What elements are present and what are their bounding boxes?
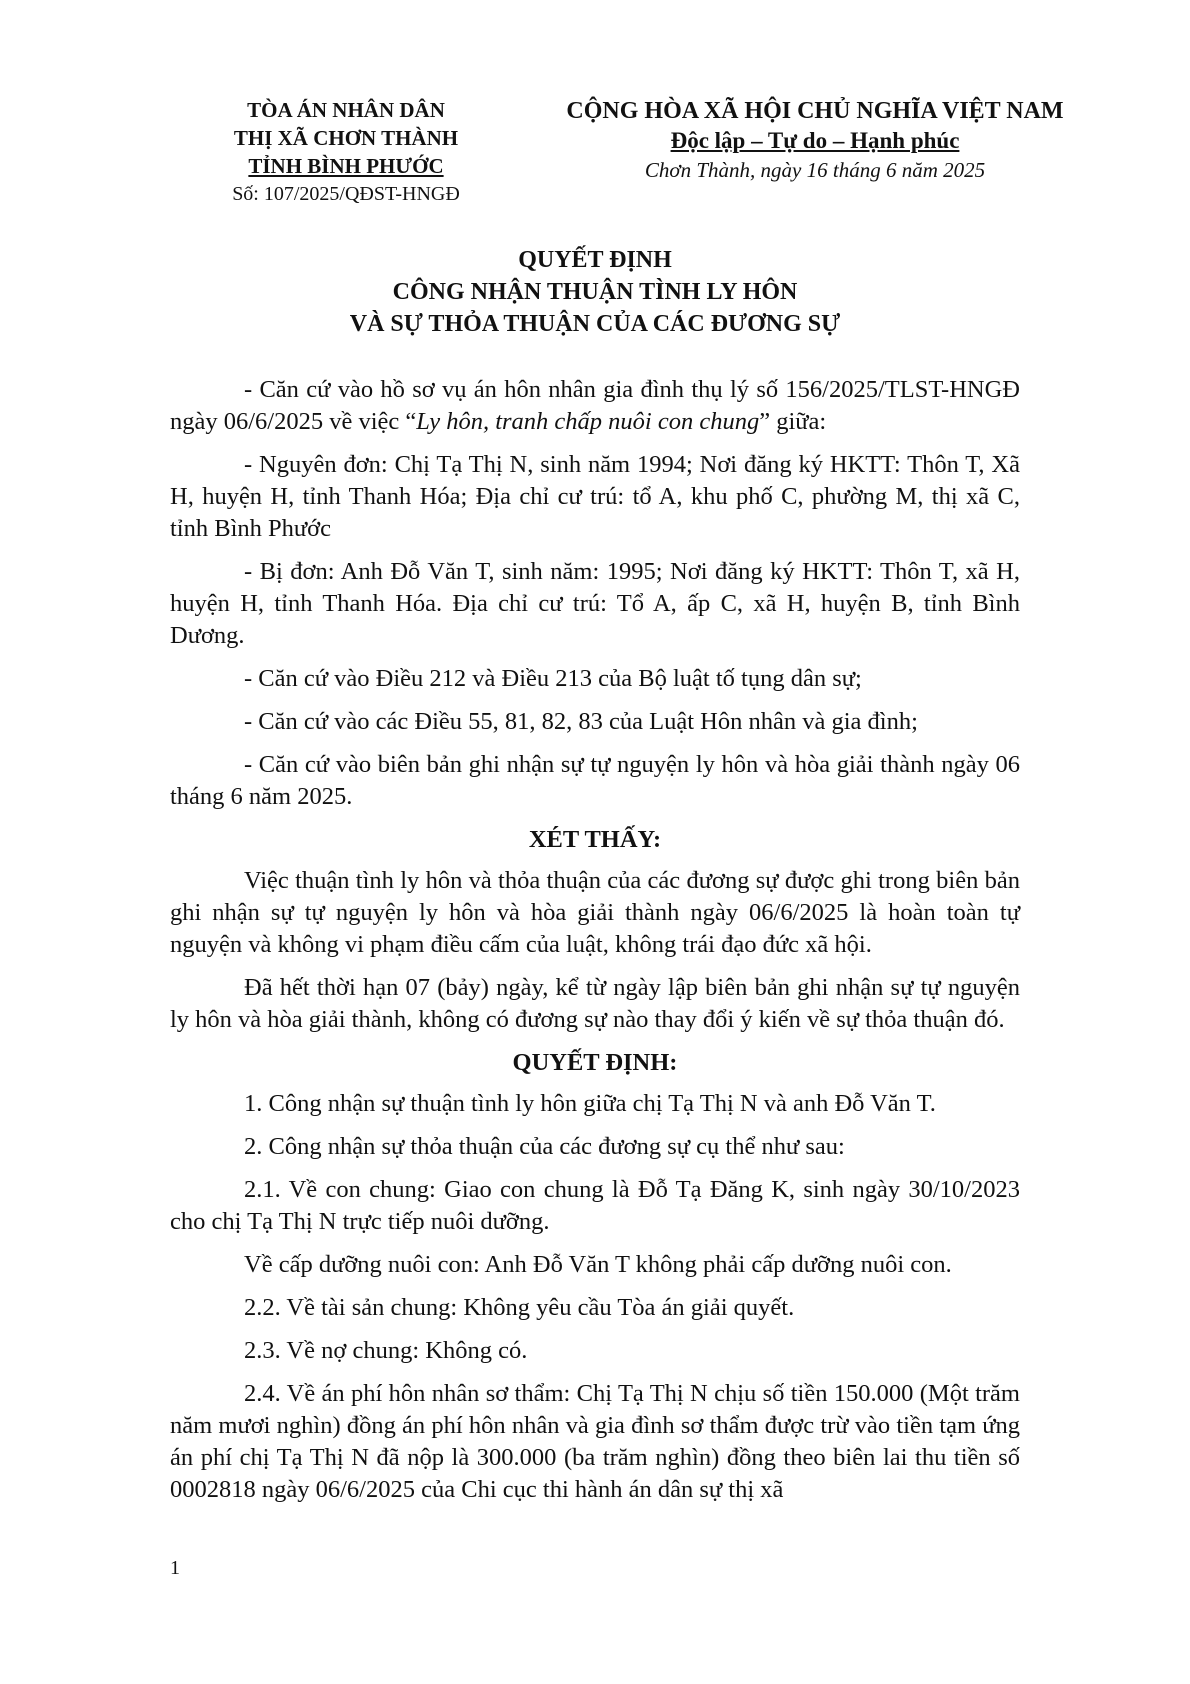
plaintiff-info: - Nguyên đơn: Chị Tạ Thị N, sinh năm 1994; Nơi đăng ký HKTT: Thôn T, Xã H, huyện H, tỉnh Thanh Hóa; Địa chỉ cư trú: tổ A, khu phố C, phường M, thị xã C, tỉnh Bình Phước bbox=[170, 451, 1020, 542]
court-header bbox=[196, 96, 496, 208]
national-header bbox=[530, 96, 1100, 184]
country-name: CỘNG HÒA XÃ HỘI CHỦ NGHĨA VIỆT NAM bbox=[566, 98, 1064, 124]
document-title bbox=[170, 244, 1020, 340]
page-number: 1 bbox=[170, 1557, 180, 1579]
decision-number: Số: 107/2025/QĐST-HNGĐ bbox=[232, 183, 460, 205]
basis-case-file: - Căn cứ vào hồ sơ vụ án hôn nhân gia đình thụ lý số 156/2025/TLST-HNGĐ ngày 06/6/2025 về việc “Ly hôn, tranh chấp nuôi con chung” giữa: bbox=[170, 376, 1020, 435]
court-name: TÒA ÁN NHÂN DÂN bbox=[247, 98, 445, 122]
decision-item-2-1: 2.1. Về con chung: Giao con chung là Đỗ Tạ Đăng K, sinh ngày 30/10/2023 cho chị Tạ Thị N trực tiếp nuôi dưỡng. bbox=[170, 1176, 1020, 1235]
case-subject: Ly hôn, tranh chấp nuôi con chung bbox=[416, 408, 760, 435]
basis-civil-procedure: - Căn cứ vào Điều 212 và Điều 213 của Bộ luật tố tụng dân sự; bbox=[244, 665, 862, 692]
basis-family-law: - Căn cứ vào các Điều 55, 81, 82, 83 của Luật Hôn nhân và gia đình; bbox=[244, 708, 918, 735]
national-motto: Độc lập – Tự do – Hạnh phúc bbox=[670, 128, 960, 153]
title-line-2: CÔNG NHẬN THUẬN TÌNH LY HÔN bbox=[392, 279, 798, 305]
decision-item-2-2: 2.2. Về tài sản chung: Không yêu cầu Tòa án giải quyết. bbox=[244, 1294, 795, 1321]
decision-item-2: 2. Công nhận sự thỏa thuận của các đương sự cụ thể như sau: bbox=[244, 1133, 845, 1160]
findings-paragraph-1: Việc thuận tình ly hôn và thỏa thuận của các đương sự được ghi trong biên bản ghi nhận sự tự nguyện ly hôn và hòa giải thành ngày 06/6/2025 là hoàn toàn tự nguyện và không vi phạm điều cấm của luật, không trái đạo đức xã hội. bbox=[170, 867, 1020, 958]
findings-heading: XÉT THẤY: bbox=[528, 826, 662, 853]
decision-item-2-3: 2.3. Về nợ chung: Không có. bbox=[244, 1337, 528, 1364]
document-body bbox=[170, 374, 1020, 1517]
court-province: TỈNH BÌNH PHƯỚC bbox=[248, 154, 444, 178]
title-line-1: QUYẾT ĐỊNH bbox=[518, 247, 672, 273]
decision-item-1: 1. Công nhận sự thuận tình ly hôn giữa chị Tạ Thị N và anh Đỗ Văn T. bbox=[244, 1090, 936, 1117]
title-line-3: VÀ SỰ THỎA THUẬN CỦA CÁC ĐƯƠNG SỰ bbox=[349, 311, 841, 337]
findings-paragraph-2: Đã hết thời hạn 07 (bảy) ngày, kể từ ngày lập biên bản ghi nhận sự tự nguyện ly hôn và hòa giải thành, không có đương sự nào thay đổi ý kiến về sự thỏa thuận đó. bbox=[170, 974, 1020, 1033]
child-support-clause: Về cấp dưỡng nuôi con: Anh Đỗ Văn T không phải cấp dưỡng nuôi con. bbox=[244, 1251, 952, 1278]
decision-item-2-4: 2.4. Về án phí hôn nhân sơ thẩm: Chị Tạ Thị N chịu số tiền 150.000 (Một trăm năm mươi nghìn) đồng án phí hôn nhân và gia đình sơ thẩm được trừ vào tiền tạm ứng án phí chị Tạ Thị N đã nộp là 300.000 (ba trăm nghìn) đồng theo biên lai thu tiền số 0002818 ngày 06/6/2025 của Chi cục thi hành án dân sự thị xã bbox=[170, 1380, 1020, 1503]
basis-mediation-record: - Căn cứ vào biên bản ghi nhận sự tự nguyện ly hôn và hòa giải thành ngày 06 tháng 6 năm 2025. bbox=[170, 751, 1020, 810]
decision-heading: QUYẾT ĐỊNH: bbox=[512, 1049, 678, 1076]
court-town: THỊ XÃ CHƠN THÀNH bbox=[233, 126, 459, 150]
defendant-info: - Bị đơn: Anh Đỗ Văn T, sinh năm: 1995; Nơi đăng ký HKTT: Thôn T, xã H, huyện H, tỉnh Thanh Hóa. Địa chỉ cư trú: Tổ A, ấp C, xã H, huyện B, tỉnh Bình Dương. bbox=[170, 558, 1020, 649]
place-date: Chơn Thành, ngày 16 tháng 6 năm 2025 bbox=[644, 158, 986, 182]
